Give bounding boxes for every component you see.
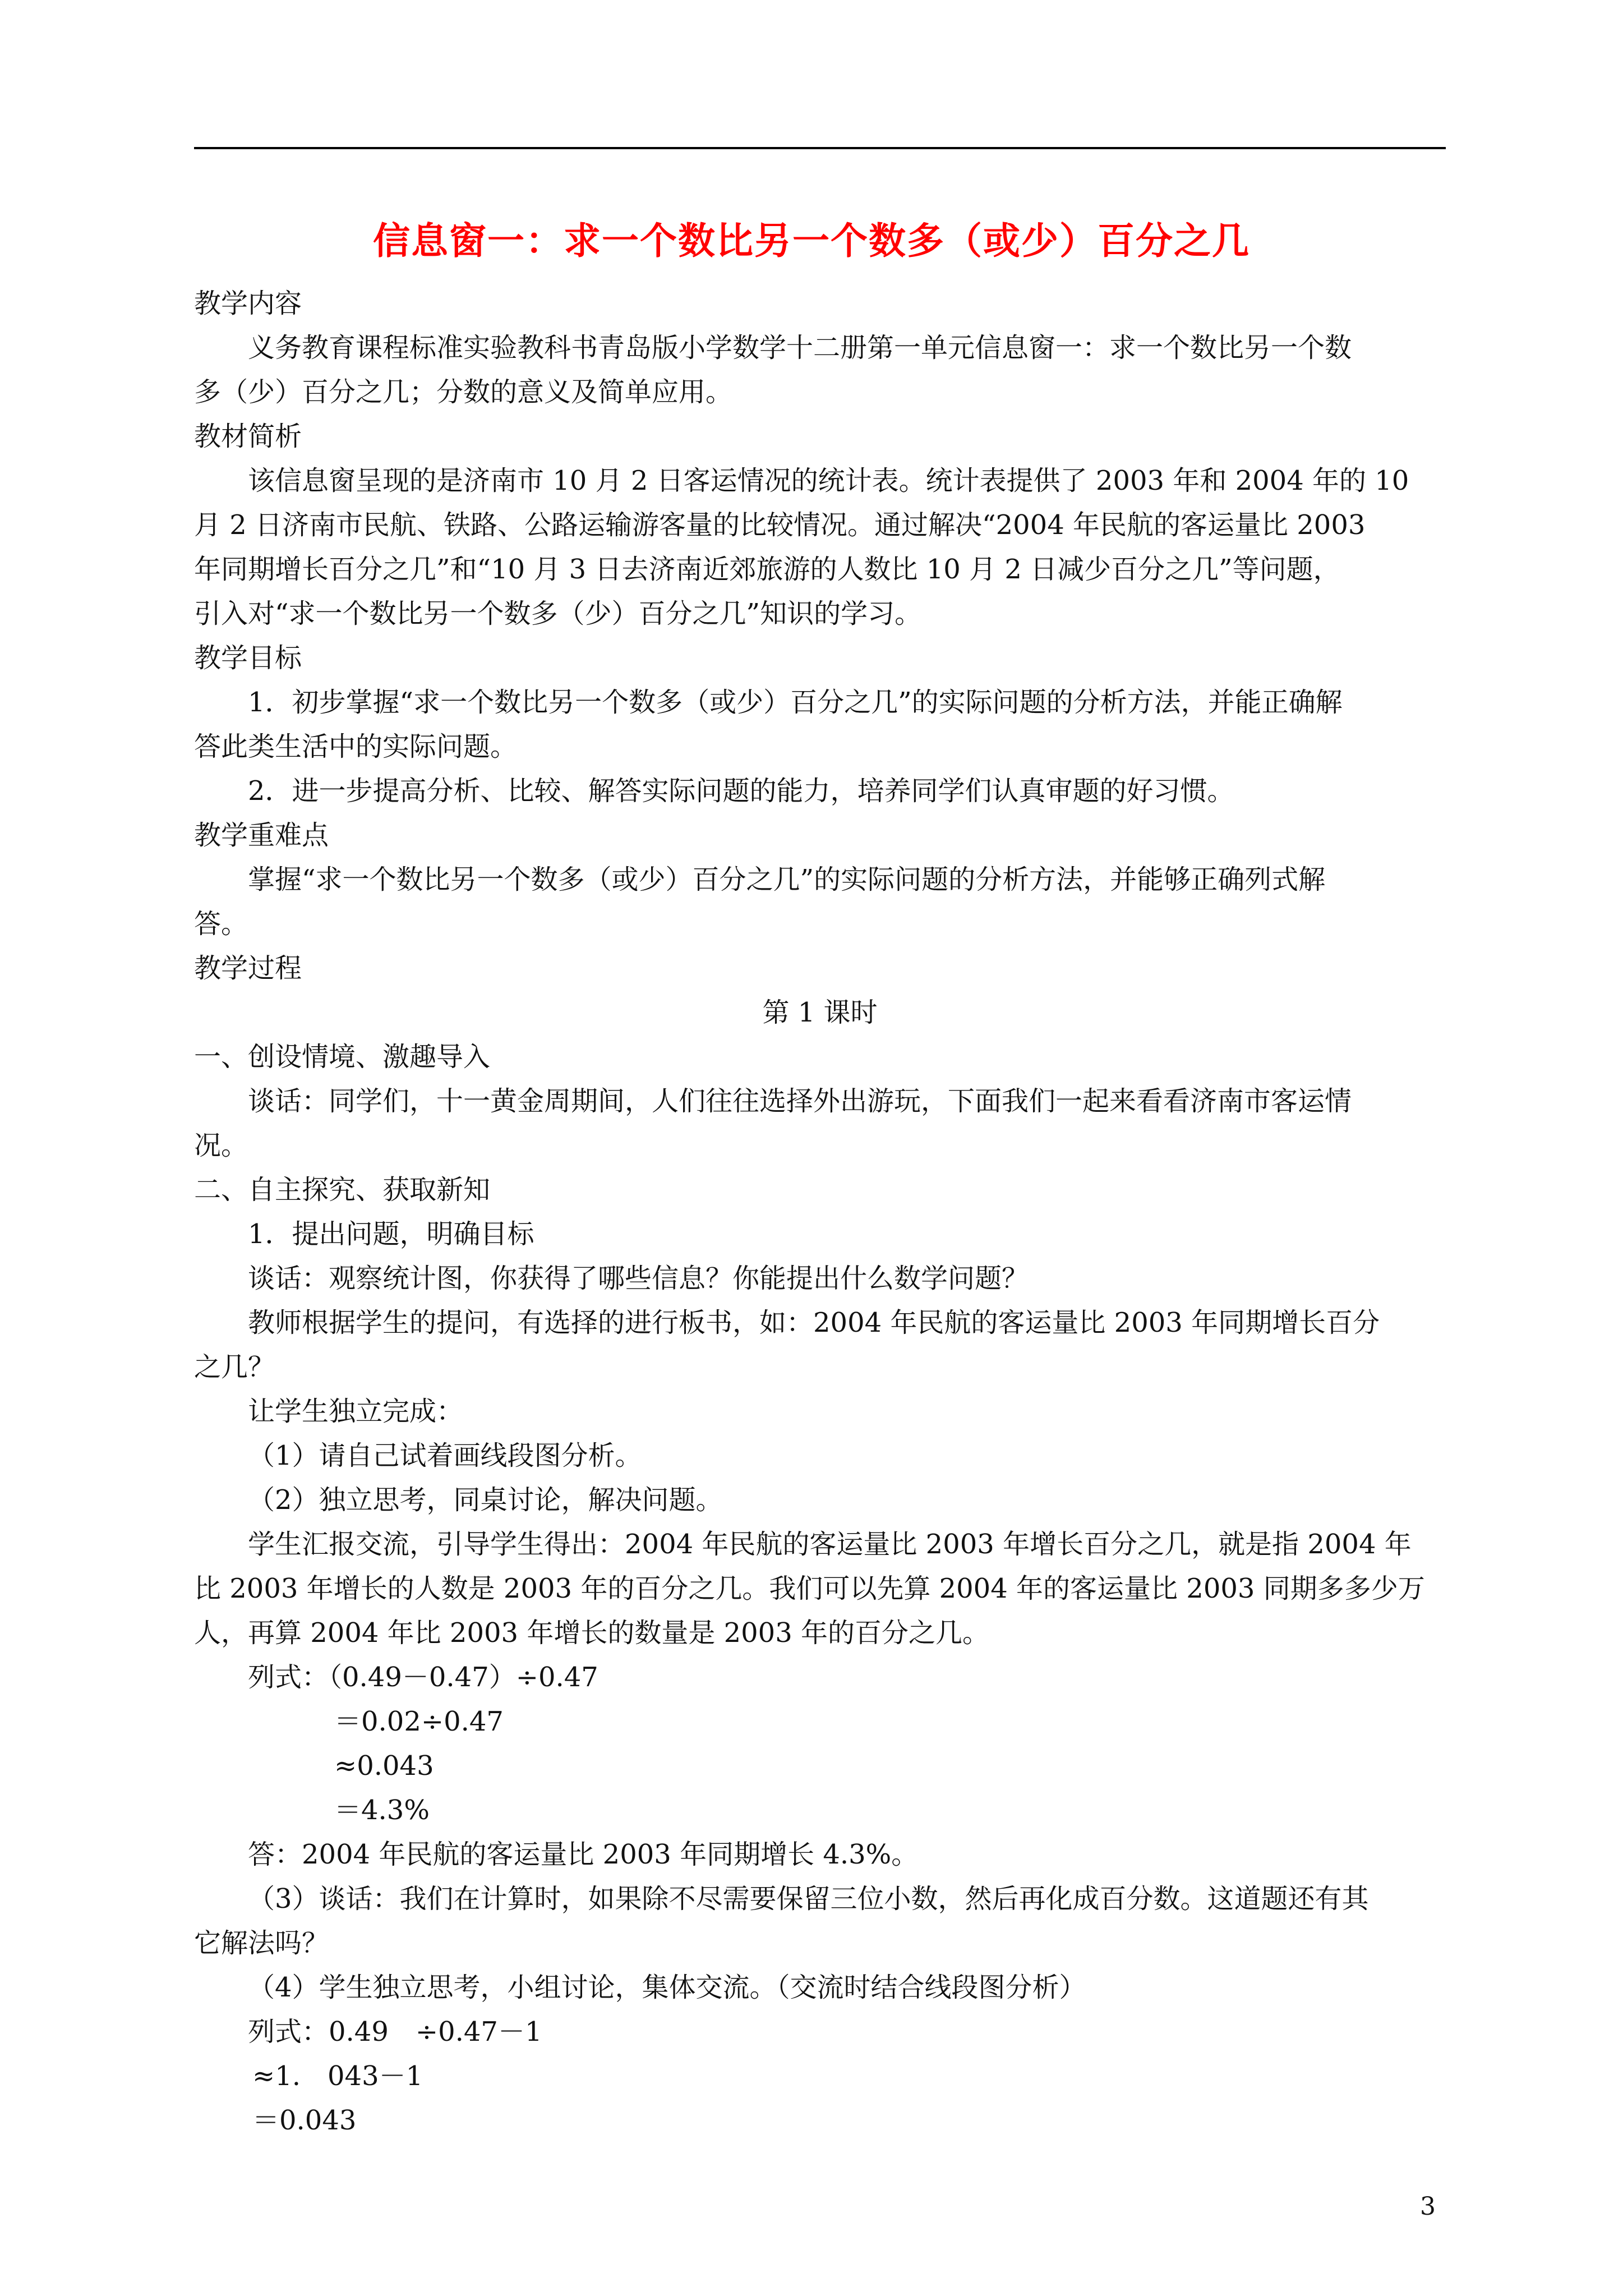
text-line: 引入对“求一个数比另一个数多（少）百分之几”知识的学习。 <box>194 598 922 629</box>
text-line: （3）谈话：我们在计算时，如果除不尽需要保留三位小数，然后再化成百分数。这道题还有其 <box>248 1883 1369 1915</box>
section-heading: 教材简析 <box>194 421 302 452</box>
header-rule <box>194 147 1446 149</box>
text-line: （4）学生独立思考，小组讨论，集体交流。（交流时结合线段图分析） <box>248 1972 1086 2003</box>
text-line: 之几？ <box>194 1351 275 1383</box>
text-line: ＝0.02÷0.47 <box>334 1706 504 1737</box>
text-line: 学生汇报交流，引导学生得出：2004 年民航的客运量比 2003 年增长百分之几，就是指 2004 年 <box>248 1529 1412 1560</box>
section-heading: 教学重难点 <box>194 820 329 851</box>
text-line: ＝0.043 <box>252 2105 357 2136</box>
text-line: 比 2003 年增长的人数是 2003 年的百分之几。我们可以先算 2004 年的客运量比 2003 同期多多少万 <box>194 1573 1425 1604</box>
text-line: 它解法吗？ <box>194 1927 329 1959</box>
section-heading: 二、自主探究、获取新知 <box>194 1174 491 1205</box>
text-line: 年同期增长百分之几”和“10 月 3 日去济南近郊旅游的人数比 10 月 2 日减少百分之几”等问题， <box>194 554 1340 585</box>
text-line: 谈话：同学们，十一黄金周期间，人们往往选择外出游玩，下面我们一起来看看济南市客运情 <box>248 1085 1352 1117</box>
section-heading: 教学内容 <box>194 288 302 319</box>
text-line: 月 2 日济南市民航、铁路、公路运输游客量的比较情况。通过解决“2004 年民航的客运量比 2003 <box>194 509 1366 541</box>
section-heading: 一、创设情境、激趣导入 <box>194 1041 491 1073</box>
text-line: 1．提出问题，明确目标 <box>248 1218 534 1250</box>
text-line: ≈0.043 <box>334 1750 434 1782</box>
text-line: ＝4.3% <box>334 1795 430 1826</box>
text-line: 列式：（0.49－0.47）÷0.47 <box>248 1662 598 1693</box>
text-line: 答此类生活中的实际问题。 <box>194 731 518 762</box>
text-line: ≈1. 043－1 <box>252 2060 423 2092</box>
text-line: 2．进一步提高分析、比较、解答实际问题的能力，培养同学们认真审题的好习惯。 <box>248 775 1234 807</box>
lesson-subheading: 第 1 课时 <box>762 997 878 1028</box>
text-line: 答。 <box>194 908 248 940</box>
document-body <box>194 282 1446 2143</box>
section-heading: 教学目标 <box>194 642 302 674</box>
text-line: 1．初步掌握“求一个数比另一个数多（或少）百分之几”的实际问题的分析方法，并能正确解 <box>248 687 1343 718</box>
section-heading: 教学过程 <box>194 953 302 984</box>
text-line: 况。 <box>194 1130 248 1161</box>
text-line: （2）独立思考，同桌讨论，解决问题。 <box>248 1484 723 1516</box>
text-line: 该信息窗呈现的是济南市 10 月 2 日客运情况的统计表。统计表提供了 2003 年和 2004 年的 10 <box>248 465 1409 496</box>
text-line: 答：2004 年民航的客运量比 2003 年同期增长 4.3%。 <box>248 1839 919 1870</box>
text-line: （1）请自己试着画线段图分析。 <box>248 1440 642 1471</box>
text-line: 谈话：观察统计图，你获得了哪些信息？你能提出什么数学问题？ <box>248 1263 1029 1294</box>
text-line: 掌握“求一个数比另一个数多（或少）百分之几”的实际问题的分析方法，并能够正确列式解 <box>248 864 1326 895</box>
page-title: 信息窗一：求一个数比另一个数多（或少）百分之几 <box>373 219 1250 263</box>
text-line: 列式：0.49 ÷0.47－1 <box>248 2016 542 2047</box>
text-line: 义务教育课程标准实验教科书青岛版小学数学十二册第一单元信息窗一：求一个数比另一个数 <box>248 332 1352 364</box>
text-line: 让学生独立完成： <box>248 1396 464 1427</box>
text-line: 多（少）百分之几；分数的意义及简单应用。 <box>194 376 733 408</box>
text-line: 教师根据学生的提问，有选择的进行板书，如：2004 年民航的客运量比 2003 年同期增长百分 <box>248 1307 1380 1338</box>
text-line: 人，再算 2004 年比 2003 年增长的数量是 2003 年的百分之几。 <box>194 1617 990 1649</box>
page-number: 3 <box>1420 2192 1436 2221</box>
